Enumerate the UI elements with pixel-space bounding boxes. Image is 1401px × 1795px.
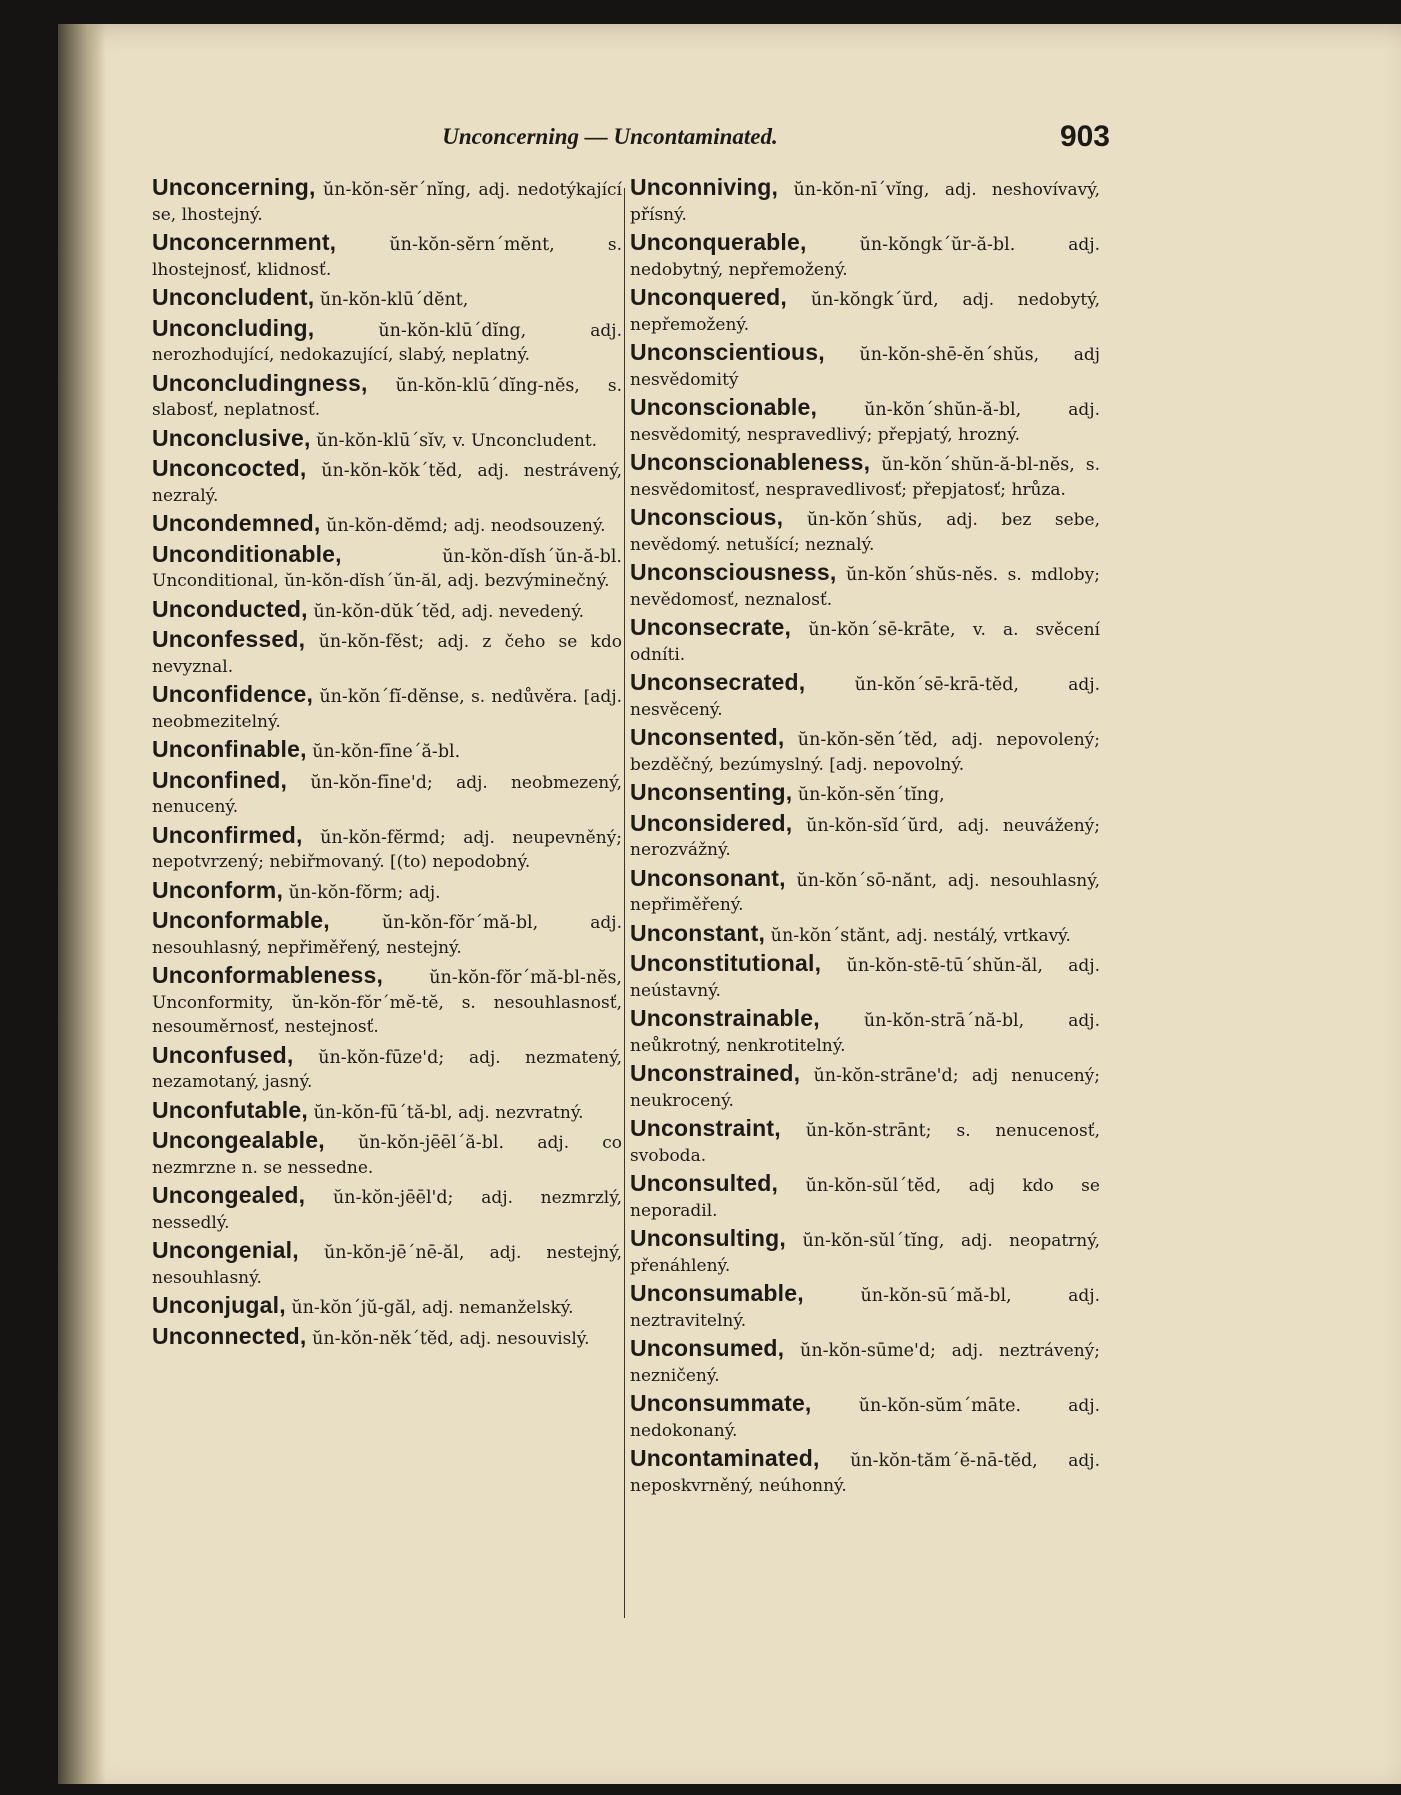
entry-definition: adj. neuvážený; nerozvážný. [630,815,1100,860]
entry-pronunciation: ŭn-kŏn-strānt; [805,1121,932,1141]
entry-headword: Unconjugal, [152,1292,286,1318]
entry-definition: s. slabosť, neplatnosť. [152,375,622,420]
entry-definition: adj. nerozhodující, nedokazující, slabý, neplatný. [152,320,622,365]
entry-pronunciation: ŭn-kŏn-sĕn´tĕd, [797,730,939,750]
entry-definition: adj. nesouhlasný, nepřiměřený. [630,870,1100,915]
entry-definition: adj. nestejný, nesouhlasný. [152,1243,622,1288]
dictionary-entry [630,450,1100,502]
entry-definition: adj. nesvěcený. [630,675,1100,720]
entry-headword: Unconcerning, [152,174,316,200]
dictionary-entry [630,285,1100,337]
entry-definition: v. Unconcludent. [452,430,598,451]
entry-definition: adj. nezmatený, nezamotaný, jasný. [152,1047,622,1092]
entry-headword: Unconducted, [152,595,308,622]
dictionary-entry [630,811,1100,863]
entry-pronunciation: ŭn-kŏn´stănt, [770,925,891,946]
entry-headword: Unconfused, [152,1041,294,1068]
entry-pronunciation: ŭn-kŏn´sē-krāte, [808,620,956,640]
entry-definition: Unconformity, ŭn-kŏn-fŏr´mĕ-tĕ, s. nesouhlasnosť, nesouměrnosť, nestejnosť. [152,992,622,1037]
entry-headword: Uncondemned, [152,510,321,536]
dictionary-entry [152,682,622,734]
entry-headword: Unconscious, [630,504,784,530]
entry-headword: Unconnected, [152,1322,307,1349]
dictionary-entry [152,627,622,679]
entry-headword: Unconsenting, [630,779,793,805]
dictionary-entry [630,505,1100,557]
entry-pronunciation: ŭn-kŏn´jŭ-găl, [291,1298,417,1318]
entry-pronunciation: ŭn-kŏn-fŏr´mă-bl-nĕs, [429,968,622,988]
entry-headword: Uncongealed, [152,1182,306,1208]
dictionary-entry [152,542,622,594]
dictionary-entry [630,921,1100,949]
entry-pronunciation: ŭn-kŏn´fĭ-dĕnse, [319,687,465,707]
entry-headword: Unconsecrated, [630,669,806,695]
dictionary-entry [630,1281,1100,1333]
entry-headword: Unconstant, [630,919,766,946]
entry-pronunciation: ŭn-kŏn-sĭd´ŭrd, [806,815,944,836]
entry-definition: adj. neobmezený, nenucený. [152,772,622,817]
entry-pronunciation: ŭn-kŏn-sŭm´māte. [858,1396,1022,1416]
dictionary-entry [630,725,1100,777]
entry-definition: s. nesvědomitosť, nespravedlivosť; přepjatosť; hrůza. [630,455,1100,500]
dictionary-entry [152,511,622,539]
entry-pronunciation: ŭn-kŏn-sĕrn´mĕnt, [389,235,555,255]
left-column [152,175,622,1354]
entry-definition: adj. neztravitelný. [630,1286,1100,1331]
entry-definition: adj. nesouhlasný, nepřiměřený, nestejný. [152,913,622,958]
right-column [630,175,1100,1501]
entry-pronunciation: ŭn-kŏn´sē-krā-tĕd, [854,675,1019,695]
dictionary-entry [630,1116,1100,1168]
entry-pronunciation: ŭn-kŏn-jēēl´ă-bl. [358,1133,505,1153]
entry-headword: Unconstraint, [630,1115,781,1141]
entry-pronunciation: ŭn-kŏngk´ŭr-ă-bl. [859,235,1016,255]
dictionary-entry [630,1171,1100,1223]
entry-pronunciation: ŭn-kŏn-sūme'd; [800,1341,936,1361]
entry-definition: adj. nezmrzlý, nessedlý. [152,1188,622,1233]
entry-headword: Unconscientious, [630,339,825,365]
entry-definition: adj. nesouvislý. [459,1328,590,1349]
entry-pronunciation: ŭn-kŏn-fĕrmd; [320,827,446,848]
entry-definition: adj nesvědomitý [630,345,1100,390]
entry-definition: adj. z čeho se kdo nevyznal. [152,632,622,677]
entry-headword: Unconcernment, [152,229,337,255]
entry-pronunciation: ŭn-kŏn-fīne´ă-bl. [312,742,461,762]
entry-pronunciation: ŭn-kŏn-fīne'd; [310,772,433,793]
entry-headword: Unconsidered, [630,809,793,836]
entry-definition: adj nenucený; neukrocený. [630,1066,1100,1111]
entry-definition: adj. nevedený. [461,601,585,622]
entry-definition: Unconditional, ŭn-kŏn-dĭsh´ŭn-ăl, adj. bezvýminečný. [152,571,610,591]
entry-headword: Unconditionable, [152,540,342,567]
entry-headword: Uncontaminated, [630,1445,820,1471]
dictionary-entry [630,230,1100,282]
entry-headword: Unconfidence, [152,681,314,707]
entry-pronunciation: ŭn-kŏn-strā´nă-bl, [863,1011,1025,1031]
dictionary-entry [152,963,622,1040]
dictionary-entry [152,1324,622,1352]
entry-definition: s. mdloby; nevědomosť, neznalosť. [630,565,1100,610]
entry-pronunciation: ŭn-kŏn-dĭsh´ŭn-ă-bl. [442,546,622,567]
entry-headword: Unconsumed, [630,1335,785,1361]
entry-pronunciation: ŭn-kŏn-sŭl´tĭng, [802,1231,945,1251]
entry-headword: Unconquerable, [630,229,807,255]
entry-headword: Uncongealable, [152,1127,325,1153]
entry-headword: Unconsecrate, [630,614,792,640]
entry-headword: Unconclusive, [152,424,311,451]
entry-pronunciation: ŭn-kŏn-stē-tū´shŭn-ăl, [846,956,1043,976]
entry-headword: Unconform, [152,876,284,903]
dictionary-entry [152,878,622,906]
entry-definition: adj. neposkvrněný, neúhonný. [630,1451,1100,1496]
page-number: 903 [1059,120,1110,153]
dictionary-entry [630,1446,1100,1498]
entry-headword: Unconformable, [152,907,330,933]
dictionary-entry [152,456,622,508]
entry-headword: Unconcocted, [152,455,307,481]
dictionary-entry [152,737,622,765]
dictionary-entry [630,951,1100,1003]
entry-headword: Unconfinable, [152,736,307,762]
entry-pronunciation: ŭn-kŏn-fū´tă-bl, [313,1102,453,1123]
entry-headword: Unconsulted, [630,1170,779,1196]
entry-pronunciation: ŭn-kŏn-nī´vĭng, [793,180,930,200]
entry-pronunciation: ŭn-kŏn-fūze'd; [318,1047,445,1068]
entry-headword: Unconfessed, [152,626,306,652]
dictionary-entry [630,1226,1100,1278]
entry-pronunciation: ŭn-kŏn-strāne'd; [813,1066,959,1086]
entry-headword: Unconsummate, [630,1390,812,1416]
entry-definition: adj. neupevněný; nepotvrzený; nebiřmovaný. [(to) nepodobný. [152,827,622,872]
dictionary-entry [630,395,1100,447]
entry-definition: adj. neodsouzený. [453,516,606,536]
entry-headword: Unconscionableness, [630,449,871,475]
entry-headword: Unconcludent, [152,284,315,310]
entry-headword: Unconsonant, [630,864,786,891]
dictionary-entry [152,175,622,227]
entry-definition: adj. nestálý, vrtkavý. [896,925,1071,946]
entry-pronunciation: ŭn-kŏn-dĕmd; [326,516,449,536]
entry-pronunciation: ŭn-kŏn-fŏr´mă-bl, [381,913,539,933]
entry-headword: Unconcludingness, [152,369,368,396]
entry-definition: adj. nesvědomitý, nespravedlivý; přepjatý, hrozný. [630,400,1100,445]
entry-pronunciation: ŭn-kŏn-klū´dĭng, [378,320,527,341]
dictionary-entry [152,285,622,313]
entry-headword: Unconfirmed, [152,821,303,848]
entry-pronunciation: ŭn-kŏn´shŭs, [806,510,923,530]
entry-pronunciation: ŭn-kŏn-sĕn´tĭng, [797,785,945,805]
entry-pronunciation: ŭn-kŏn´shŭn-ă-bl-nĕs, [881,455,1075,475]
dictionary-entry [152,597,622,625]
entry-pronunciation: ŭn-kŏn´shŭn-ă-bl, [864,400,1022,420]
dictionary-entry [152,1043,622,1095]
dictionary-entry [152,1098,622,1126]
entry-definition: adj kdo se neporadil. [630,1176,1100,1221]
entry-definition: s. nenucenosť, svoboda. [630,1121,1100,1166]
page-header [150,120,1110,160]
entry-pronunciation: ŭn-kŏn-jēēl'd; [333,1188,454,1208]
entry-pronunciation: ŭn-kŏn´sō-nănt, [796,870,938,891]
dictionary-entry [630,866,1100,918]
entry-definition: adj. neshovívavý, přísný. [630,180,1100,225]
dictionary-entry [152,426,622,454]
dictionary-entry [630,1006,1100,1058]
entry-headword: Unconquered, [630,284,788,310]
column-divider [624,188,625,1618]
entry-headword: Unconformableness, [152,962,384,988]
entry-headword: Unconniving, [630,174,779,200]
entry-pronunciation: ŭn-kŏn-jē´nē-ăl, [324,1243,465,1263]
entry-definition: adj. co nezmrzne n. se nessedne. [152,1133,622,1178]
dictionary-entry [630,1061,1100,1113]
entry-pronunciation: ŭn-kŏn-sŭl´tĕd, [805,1176,942,1196]
dictionary-entry [152,316,622,368]
entry-pronunciation: ŭn-kŏn-klū´dĭng-nĕs, [395,375,580,396]
entry-headword: Unconfined, [152,766,288,793]
dictionary-entry [152,1293,622,1321]
dictionary-entry [152,1128,622,1180]
dictionary-entry [630,670,1100,722]
entry-pronunciation: ŭn-kŏn´shŭs-nĕs. [845,565,999,585]
entry-definition: adj. nedokonaný. [630,1396,1100,1441]
entry-definition: adj. nepovolený; bezděčný, bezúmyslný. [adj. nepovolný. [630,730,1100,775]
dictionary-entry [630,1391,1100,1443]
dictionary-entry [630,780,1100,808]
dictionary-entry [630,1336,1100,1388]
entry-definition: adj. nezvratný. [458,1102,584,1123]
dictionary-entry [152,230,622,282]
entry-definition: v. a. svěcení odníti. [630,620,1100,665]
dictionary-entry [630,340,1100,392]
entry-pronunciation: ŭn-kŏn-fĕst; [318,632,425,652]
entry-pronunciation: ŭn-kŏn-sĕr´nĭng, [322,180,472,200]
entry-definition: adj. nedotýkající se, lhostejný. [152,180,622,225]
entry-definition: adj. neztrávený; nezničený. [630,1341,1100,1386]
entry-pronunciation: ŭn-kŏn-nĕk´tĕd, [312,1328,454,1349]
entry-definition: adj. nemanželský. [422,1298,574,1318]
entry-headword: Unconcluding, [152,314,315,341]
entry-definition: s. nedůvěra. [adj. neobmezitelný. [152,687,622,732]
entry-headword: Unconstitutional, [630,950,822,976]
entry-headword: Unconfutable, [152,1096,308,1123]
entry-pronunciation: ŭn-kŏn-kŏk´tĕd, [321,461,463,481]
entry-headword: Unconsulting, [630,1225,786,1251]
entry-pronunciation: ŭn-kŏn-sū´mă-bl, [860,1286,1012,1306]
entry-headword: Unconsumable, [630,1280,804,1306]
entry-definition: adj. bez sebe, nevědomý. netušící; neznalý. [630,510,1100,555]
entry-headword: Unconstrainable, [630,1005,820,1031]
entry-pronunciation: ŭn-kŏn-tăm´ĕ-nā-tĕd, [850,1451,1038,1471]
entry-headword: Uncongenial, [152,1237,299,1263]
dictionary-entry [630,560,1100,612]
entry-pronunciation: ŭn-kŏn-shē-ĕn´shŭs, [859,345,1040,365]
entry-definition: adj. neopatrný, přenáhlený. [630,1231,1100,1276]
dictionary-entry [152,1183,622,1235]
entry-definition: adj. neústavný. [630,956,1100,1001]
dictionary-entry [152,371,622,423]
entry-definition: adj. nedobytný, nepřemožený. [630,235,1100,280]
entry-pronunciation: ŭn-kŏn-fŏrm; [288,882,404,903]
dictionary-entry [152,1238,622,1290]
entry-definition: s. lhostejnosť, klidnosť. [152,235,622,280]
dictionary-entry [630,175,1100,227]
entry-definition: adj. nestrávený, nezralý. [152,461,622,506]
dictionary-entry [152,823,622,875]
entry-pronunciation: ŭn-kŏn-klū´sĭv, [316,430,448,451]
entry-headword: Unconscionable, [630,394,818,420]
entry-headword: Unconsciousness, [630,559,837,585]
entry-definition: adj. nedobytý, nepřemožený. [630,290,1100,335]
entry-pronunciation: ŭn-kŏn-klū´dĕnt, [319,290,469,310]
entry-headword: Unconsented, [630,724,785,750]
dictionary-entry [152,908,622,960]
entry-definition: adj. neůkrotný, nenkrotitelný. [630,1011,1100,1056]
entry-headword: Unconstrained, [630,1060,801,1086]
page-gutter-shadow [58,24,106,1784]
entry-pronunciation: ŭn-kŏngk´ŭrd, [810,290,939,310]
entry-definition: adj. [408,882,441,903]
entry-pronunciation: ŭn-kŏn-dŭk´tĕd, [313,601,457,622]
dictionary-entry [630,615,1100,667]
dictionary-entry [152,768,622,820]
running-title: Unconcerning — Uncontaminated. [442,124,778,149]
